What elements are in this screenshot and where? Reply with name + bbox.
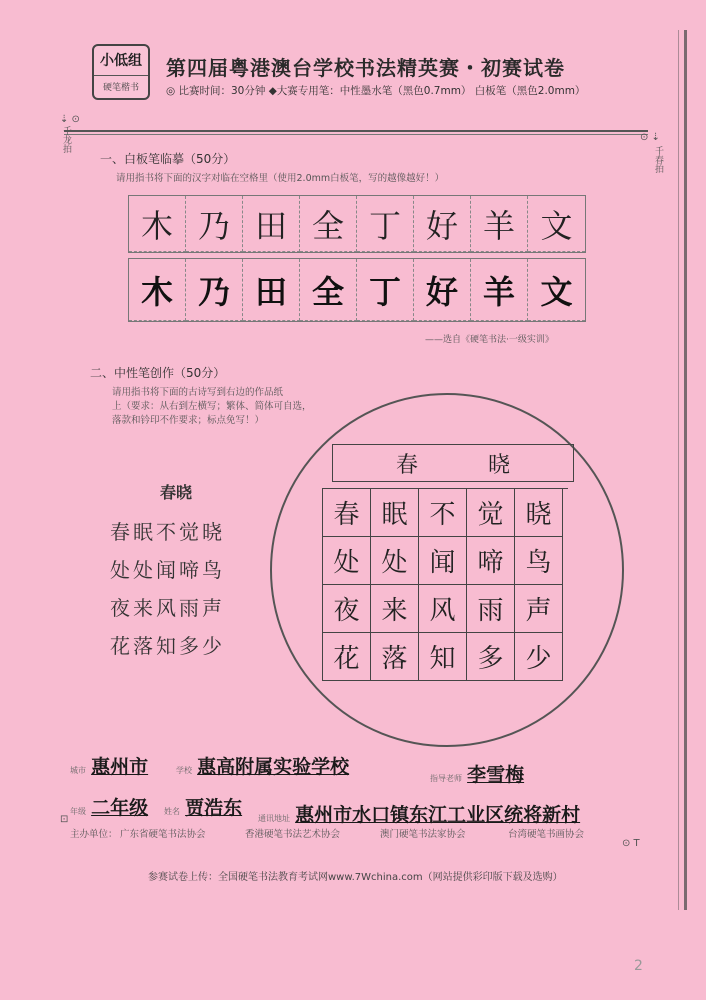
city-field	[70, 752, 148, 779]
artwork-char: 处	[323, 537, 371, 585]
written-char: 羊	[471, 259, 528, 321]
artwork-row	[323, 633, 568, 681]
artwork-char: 鸟	[515, 537, 563, 585]
model-char: 丁	[357, 196, 414, 252]
address-label: 通讯地址	[258, 814, 290, 823]
organizers-lead: 主办单位：	[70, 829, 118, 840]
header-rule-thin	[64, 134, 648, 135]
organizer: 澳门硬笔书法家协会	[380, 829, 466, 840]
city-label: 城市	[70, 766, 86, 775]
scan-edge-inner	[678, 30, 679, 910]
left-bottom-mark: ⊡	[60, 814, 69, 825]
model-char: 乃	[186, 196, 243, 252]
school-label: 学校	[176, 766, 192, 775]
city-value: 惠州市	[91, 756, 149, 778]
left-side-note: 千龙拍	[61, 126, 71, 153]
poem-title: 春晓	[160, 483, 193, 502]
model-char: 木	[129, 196, 186, 252]
poem-line: 夜来风雨声	[110, 596, 225, 620]
source-note: ——选自《硬笔书法·一级实训》	[425, 335, 554, 345]
artwork-char: 闻	[419, 537, 467, 585]
model-char: 羊	[471, 196, 528, 252]
written-char: 乃	[186, 259, 243, 321]
artwork-char: 少	[515, 633, 563, 681]
artwork-title-box	[332, 444, 574, 482]
written-char-row	[128, 258, 586, 322]
model-char: 好	[414, 196, 471, 252]
artwork-char: 声	[515, 585, 563, 633]
address-value: 惠州市水口镇东江工业区统将新村	[295, 804, 581, 826]
section1-instruction: 请用指书将下面的汉字对临在空格里（使用2.0mm白板笔，写的越像越好！）	[116, 173, 445, 184]
poem-line: 春眠不觉晓	[110, 520, 225, 544]
poem-line: 处处闻啼鸟	[110, 558, 225, 582]
artwork-char: 夜	[323, 585, 371, 633]
teacher-field	[430, 760, 524, 787]
artwork-char: 多	[467, 633, 515, 681]
organizer: 台湾硬笔书画协会	[508, 829, 585, 840]
artwork-title-char: 春	[395, 452, 418, 478]
model-char-row	[128, 195, 586, 253]
artwork-char: 落	[371, 633, 419, 681]
grade-value: 二年级	[91, 797, 149, 819]
name-field	[164, 793, 242, 820]
grade-field	[70, 793, 148, 820]
artwork-char: 春	[323, 489, 371, 537]
model-char: 田	[243, 196, 300, 252]
group-badge	[92, 44, 150, 100]
grade-label: 年级	[70, 807, 86, 816]
artwork-char: 晓	[515, 489, 563, 537]
section2-heading: 二、中性笔创作（50分）	[90, 366, 226, 380]
artwork-title-char: 晓	[488, 452, 511, 478]
right-side-note: 千春拍	[653, 146, 663, 173]
model-char: 文	[528, 196, 585, 252]
organizer: 广东省硬笔书法协会	[120, 829, 206, 840]
artwork-char: 眠	[371, 489, 419, 537]
artwork-char: 知	[419, 633, 467, 681]
artwork-char: 啼	[467, 537, 515, 585]
badge-top-text: 小低组	[100, 53, 142, 69]
page-number: 2	[634, 958, 643, 974]
artwork-char: 觉	[467, 489, 515, 537]
model-char: 全	[300, 196, 357, 252]
right-bottom-mark: ⊙ T	[622, 838, 640, 849]
name-value: 贾浩东	[185, 797, 243, 819]
right-mark: ⊙ ⇣	[640, 132, 660, 143]
section2-instruction-3: 落款和钤印不作要求；标点免写！）	[112, 415, 265, 426]
address-field	[258, 800, 580, 827]
artwork-row	[323, 537, 568, 585]
written-char: 丁	[357, 259, 414, 321]
artwork-char: 不	[419, 489, 467, 537]
school-field	[176, 752, 349, 779]
artwork-char: 风	[419, 585, 467, 633]
organizer: 香港硬笔书法艺术协会	[245, 829, 341, 840]
teacher-label: 指导老师	[430, 774, 462, 783]
written-char: 木	[129, 259, 186, 321]
section2-instruction-1: 请用指书将下面的古诗写到右边的作品纸	[112, 387, 284, 398]
poem-line: 花落知多少	[110, 634, 225, 658]
scan-edge	[684, 30, 687, 910]
written-char: 文	[528, 259, 585, 321]
artwork-char: 花	[323, 633, 371, 681]
upload-footer: 参赛试卷上传：全国硬笔书法教育考试网www.7Wchina.com（网站提供彩印版下载及选购）	[148, 872, 563, 883]
name-label: 姓名	[164, 807, 180, 816]
written-char: 好	[414, 259, 471, 321]
section2-instruction-2: 上（要求：从右到左横写；繁体、简体可自选，	[112, 401, 312, 412]
artwork-char: 雨	[467, 585, 515, 633]
teacher-value: 李雪梅	[467, 764, 525, 786]
school-value: 惠高附属实验学校	[197, 756, 350, 778]
badge-bottom-text: 硬笔楷书	[94, 75, 148, 93]
artwork-row	[323, 585, 568, 633]
written-char: 田	[243, 259, 300, 321]
written-char: 全	[300, 259, 357, 321]
left-mark: ⇣ ⊙	[60, 114, 80, 125]
exam-subtitle: ◎ 比赛时间：30分钟 ◆大赛专用笔：中性墨水笔（黑色0.7mm） 白板笔（黑色2.0mm）	[166, 85, 586, 97]
exam-title: 第四届粤港澳台学校书法精英赛・初赛试卷	[166, 56, 565, 80]
section1-heading: 一、白板笔临摹（50分）	[100, 152, 236, 166]
artwork-row	[323, 489, 568, 537]
artwork-char: 处	[371, 537, 419, 585]
artwork-grid	[322, 488, 568, 681]
artwork-char: 来	[371, 585, 419, 633]
header-rule	[64, 130, 648, 132]
